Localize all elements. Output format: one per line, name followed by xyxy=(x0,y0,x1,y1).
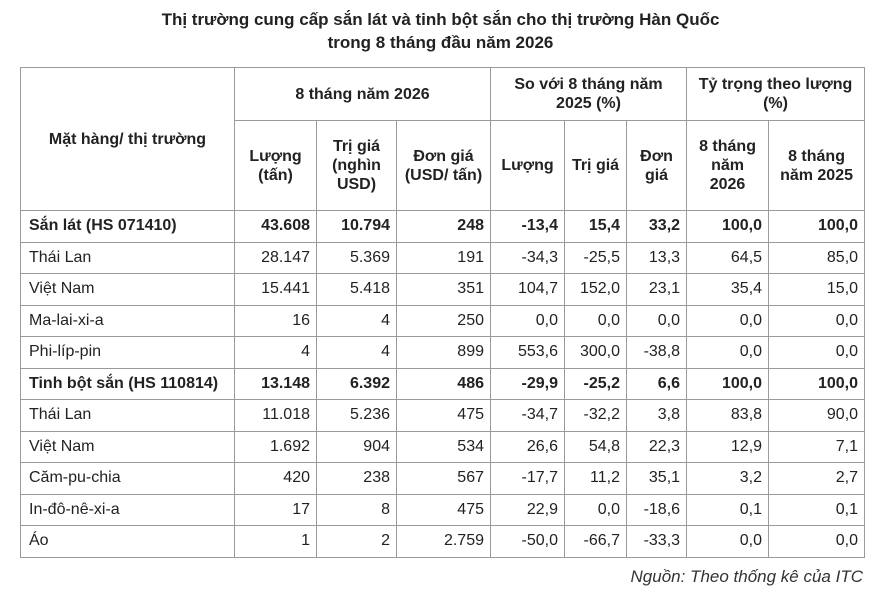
table-cell: 534 xyxy=(397,431,491,463)
table-cell: 238 xyxy=(317,463,397,495)
table-cell: 4 xyxy=(317,305,397,337)
table-cell: 300,0 xyxy=(565,337,627,369)
header-cmp-price: Đơn giá xyxy=(627,121,687,211)
table-cell: -25,2 xyxy=(565,368,627,400)
header-value: Trị giá (nghìn USD) xyxy=(317,121,397,211)
row-label: Căm-pu-chia xyxy=(21,463,235,495)
table-row xyxy=(21,463,865,495)
header-group-share: Tỷ trọng theo lượng (%) xyxy=(687,68,865,121)
table-cell: 13,3 xyxy=(627,242,687,274)
table-cell: 12,9 xyxy=(687,431,769,463)
table-row xyxy=(21,274,865,306)
table-cell: 11,2 xyxy=(565,463,627,495)
table-row xyxy=(21,526,865,558)
table-cell: 250 xyxy=(397,305,491,337)
table-cell: 22,9 xyxy=(491,494,565,526)
header-share-2025: 8 tháng năm 2025 xyxy=(769,121,865,211)
table-cell: -50,0 xyxy=(491,526,565,558)
table-cell: 420 xyxy=(235,463,317,495)
table-cell: -25,5 xyxy=(565,242,627,274)
table-cell: 486 xyxy=(397,368,491,400)
row-label: Sắn lát (HS 071410) xyxy=(21,211,235,243)
table-cell: 0,0 xyxy=(769,526,865,558)
table-cell: 15,4 xyxy=(565,211,627,243)
table-cell: 6,6 xyxy=(627,368,687,400)
header-volume: Lượng (tấn) xyxy=(235,121,317,211)
table-cell: 475 xyxy=(397,494,491,526)
row-label: Việt Nam xyxy=(21,431,235,463)
table-cell: 3,2 xyxy=(687,463,769,495)
table-cell: 0,0 xyxy=(491,305,565,337)
table-cell: 100,0 xyxy=(769,211,865,243)
title-line-2: trong 8 tháng đầu năm 2026 xyxy=(327,33,554,52)
table-cell: 11.018 xyxy=(235,400,317,432)
table-cell: 6.392 xyxy=(317,368,397,400)
table-cell: 899 xyxy=(397,337,491,369)
header-group-compare: So với 8 tháng năm 2025 (%) xyxy=(491,68,687,121)
table-cell: 85,0 xyxy=(769,242,865,274)
table-cell: 2.759 xyxy=(397,526,491,558)
row-label: Ma-lai-xi-a xyxy=(21,305,235,337)
table-cell: 0,0 xyxy=(687,526,769,558)
table-body xyxy=(21,211,865,558)
table-cell: 1.692 xyxy=(235,431,317,463)
table-cell: 33,2 xyxy=(627,211,687,243)
row-label: Phi-líp-pin xyxy=(21,337,235,369)
table-cell: -29,9 xyxy=(491,368,565,400)
table-cell: 35,4 xyxy=(687,274,769,306)
table-cell: 5.418 xyxy=(317,274,397,306)
table-cell: 8 xyxy=(317,494,397,526)
table-cell: 104,7 xyxy=(491,274,565,306)
table-cell: 553,6 xyxy=(491,337,565,369)
table-cell: 7,1 xyxy=(769,431,865,463)
table-cell: 15.441 xyxy=(235,274,317,306)
table-row xyxy=(21,242,865,274)
table-cell: 0,1 xyxy=(769,494,865,526)
row-label: Thái Lan xyxy=(21,242,235,274)
table-cell: -34,7 xyxy=(491,400,565,432)
header-share-2026: 8 tháng năm 2026 xyxy=(687,121,769,211)
table-cell: -38,8 xyxy=(627,337,687,369)
table-cell: -13,4 xyxy=(491,211,565,243)
table-row xyxy=(21,211,865,243)
header-unit-price: Đơn giá (USD/ tấn) xyxy=(397,121,491,211)
table-cell: 4 xyxy=(317,337,397,369)
table-cell: -33,3 xyxy=(627,526,687,558)
table-cell: -18,6 xyxy=(627,494,687,526)
table-row xyxy=(21,400,865,432)
row-label: Tinh bột sắn (HS 110814) xyxy=(21,368,235,400)
table-cell: 351 xyxy=(397,274,491,306)
row-label: In-đô-nê-xi-a xyxy=(21,494,235,526)
page-title xyxy=(0,8,881,54)
row-label: Áo xyxy=(21,526,235,558)
table-cell: 904 xyxy=(317,431,397,463)
table-cell: 100,0 xyxy=(687,368,769,400)
table-cell: 0,0 xyxy=(769,305,865,337)
table-cell: 2 xyxy=(317,526,397,558)
table-row xyxy=(21,431,865,463)
table-cell: 0,0 xyxy=(565,494,627,526)
table-cell: -17,7 xyxy=(491,463,565,495)
table-cell: -66,7 xyxy=(565,526,627,558)
table-cell: 16 xyxy=(235,305,317,337)
row-label: Thái Lan xyxy=(21,400,235,432)
header-group-8-months: 8 tháng năm 2026 xyxy=(235,68,491,121)
table-cell: 83,8 xyxy=(687,400,769,432)
table-cell: 64,5 xyxy=(687,242,769,274)
table-row xyxy=(21,494,865,526)
source-note: Nguồn: Theo thống kê của ITC xyxy=(630,567,863,586)
header-product: Mặt hàng/ thị trường xyxy=(21,68,235,211)
table-cell: 0,0 xyxy=(627,305,687,337)
table-cell: 23,1 xyxy=(627,274,687,306)
table-cell: 0,1 xyxy=(687,494,769,526)
table-cell: 567 xyxy=(397,463,491,495)
data-table xyxy=(20,67,865,558)
table-cell: 152,0 xyxy=(565,274,627,306)
table-cell: 475 xyxy=(397,400,491,432)
table-cell: 3,8 xyxy=(627,400,687,432)
table-cell: 0,0 xyxy=(565,305,627,337)
table-cell: 90,0 xyxy=(769,400,865,432)
table-cell: 0,0 xyxy=(687,337,769,369)
table-cell: 5.236 xyxy=(317,400,397,432)
title-line-1: Thị trường cung cấp sắn lát và tinh bột sắn cho thị trường Hàn Quốc xyxy=(161,10,720,29)
header-cmp-volume: Lượng xyxy=(491,121,565,211)
table-row xyxy=(21,305,865,337)
table-cell: 10.794 xyxy=(317,211,397,243)
table-cell: 4 xyxy=(235,337,317,369)
table-cell: 191 xyxy=(397,242,491,274)
table-cell: 35,1 xyxy=(627,463,687,495)
table-cell: 0,0 xyxy=(687,305,769,337)
table-cell: 1 xyxy=(235,526,317,558)
table-cell: 248 xyxy=(397,211,491,243)
table-cell: -34,3 xyxy=(491,242,565,274)
table-cell: 5.369 xyxy=(317,242,397,274)
header-cmp-value: Trị giá xyxy=(565,121,627,211)
table-cell: 22,3 xyxy=(627,431,687,463)
table-row xyxy=(21,368,865,400)
table-cell: 28.147 xyxy=(235,242,317,274)
table-cell: 54,8 xyxy=(565,431,627,463)
table-cell: 100,0 xyxy=(687,211,769,243)
table-cell: 15,0 xyxy=(769,274,865,306)
table-cell: 43.608 xyxy=(235,211,317,243)
row-label: Việt Nam xyxy=(21,274,235,306)
table-cell: -32,2 xyxy=(565,400,627,432)
table-cell: 26,6 xyxy=(491,431,565,463)
table-cell: 13.148 xyxy=(235,368,317,400)
table-cell: 2,7 xyxy=(769,463,865,495)
table-cell: 17 xyxy=(235,494,317,526)
table-row xyxy=(21,337,865,369)
table-cell: 0,0 xyxy=(769,337,865,369)
table-cell: 100,0 xyxy=(769,368,865,400)
